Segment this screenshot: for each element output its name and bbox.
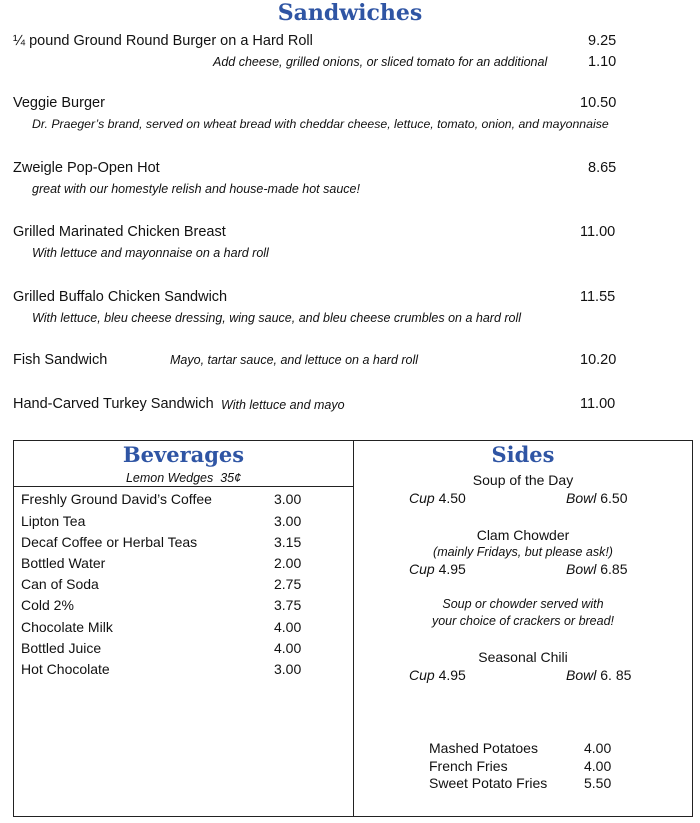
chili-name: Seasonal Chili bbox=[478, 649, 568, 665]
soup-cup-price: 4.50 bbox=[438, 490, 466, 506]
sandwiches-heading: Sandwiches bbox=[277, 0, 423, 26]
beverage-price: 3.00 bbox=[274, 491, 302, 507]
beverage-name: Can of Soda bbox=[21, 576, 99, 592]
chowder-bowl-price: 6.85 bbox=[600, 561, 628, 577]
chowder-cup-price: 4.95 bbox=[438, 561, 466, 577]
beverage-price: 3.00 bbox=[274, 513, 302, 529]
beverage-price: 4.00 bbox=[274, 640, 302, 656]
beverage-price: 3.15 bbox=[274, 534, 302, 550]
served-note: Soup or chowder served with bbox=[442, 597, 604, 611]
beverage-name: Hot Chocolate bbox=[21, 661, 110, 677]
chowder-name: Clam Chowder bbox=[476, 527, 570, 543]
menu-item-description: Dr. Praeger’s brand, served on wheat bread with cheddar cheese, lettuce, tomato, onion, and mayonnaise bbox=[32, 117, 609, 131]
side-price: 5.50 bbox=[584, 775, 612, 791]
menu-item-price: 10.20 bbox=[580, 352, 617, 368]
chowder-note: (mainly Fridays, but please ask!) bbox=[433, 545, 613, 559]
beverage-price: 4.00 bbox=[274, 619, 302, 635]
beverage-name: Chocolate Milk bbox=[21, 619, 113, 635]
beverage-price: 3.00 bbox=[274, 661, 302, 677]
beverage-name: Decaf Coffee or Herbal Teas bbox=[21, 534, 198, 550]
menu-item-price: 8.65 bbox=[588, 160, 617, 176]
bowl-label: Bowl bbox=[566, 490, 597, 506]
menu-item-price: 11.00 bbox=[580, 224, 616, 240]
beverage-name: Freshly Ground David’s Coffee bbox=[21, 491, 212, 507]
cup-label: Cup bbox=[409, 490, 435, 506]
cup-label: Cup bbox=[409, 667, 435, 683]
menu-item-price: 10.50 bbox=[580, 95, 617, 111]
beverage-price: 2.00 bbox=[274, 555, 302, 571]
sides-heading: Sides bbox=[491, 442, 555, 467]
menu-item-description: With lettuce and mayonnaise on a hard roll bbox=[32, 246, 269, 260]
beverage-name: Bottled Water bbox=[21, 555, 106, 571]
menu-item-name: Fish Sandwich bbox=[13, 352, 108, 368]
bowl-label: Bowl bbox=[566, 561, 597, 577]
menu-item-price: 11.55 bbox=[580, 289, 616, 305]
beverage-price: 3.75 bbox=[274, 597, 302, 613]
beverage-name: Bottled Juice bbox=[21, 640, 102, 656]
menu-item-description: With lettuce and mayo bbox=[221, 398, 345, 412]
side-name: Sweet Potato Fries bbox=[429, 775, 548, 791]
beverage-name: Lipton Tea bbox=[21, 513, 86, 529]
menu-item-name: Zweigle Pop-Open Hot bbox=[13, 160, 160, 176]
menu-item-name: ¼ pound Ground Round Burger on a Hard Roll bbox=[13, 33, 313, 49]
side-name: Mashed Potatoes bbox=[429, 740, 538, 756]
menu-item-name: Grilled Marinated Chicken Breast bbox=[13, 224, 226, 240]
menu-item-description: great with our homestyle relish and house-made hot sauce! bbox=[32, 182, 360, 196]
chili-cup-price: 4.95 bbox=[438, 667, 466, 683]
menu-item-name: Veggie Burger bbox=[13, 95, 105, 111]
bowl-label: Bowl bbox=[566, 667, 597, 683]
beverages-heading: Beverages bbox=[122, 442, 245, 467]
menu-item-description: Add cheese, grilled onions, or sliced tomato for an additional bbox=[213, 55, 548, 69]
soup-bowl-price: 6.50 bbox=[600, 490, 628, 506]
beverages-note: Lemon Wedges 35¢ bbox=[125, 471, 242, 485]
menu-item-price: 9.25 bbox=[588, 33, 617, 49]
menu-item-name: Grilled Buffalo Chicken Sandwich bbox=[13, 289, 228, 305]
soup-name: Soup of the Day bbox=[472, 472, 574, 488]
beverage-price: 2.75 bbox=[274, 576, 302, 592]
side-price: 4.00 bbox=[584, 758, 612, 774]
menu-item-description: Mayo, tartar sauce, and lettuce on a hard roll bbox=[170, 353, 419, 367]
side-price: 4.00 bbox=[584, 740, 612, 756]
served-note: your choice of crackers or bread! bbox=[431, 614, 615, 628]
menu-item-name: Hand-Carved Turkey Sandwich bbox=[13, 396, 214, 412]
side-name: French Fries bbox=[429, 758, 508, 774]
menu-item-extra-price: 1.10 bbox=[588, 54, 617, 70]
sides-panel bbox=[353, 440, 693, 817]
menu-item-price: 11.00 bbox=[580, 396, 616, 412]
beverage-name: Cold 2% bbox=[21, 597, 74, 613]
menu-item-description: With lettuce, bleu cheese dressing, wing sauce, and bleu cheese crumbles on a hard roll bbox=[32, 311, 522, 325]
cup-label: Cup bbox=[409, 561, 435, 577]
chili-bowl-price: 6. 85 bbox=[600, 667, 632, 683]
